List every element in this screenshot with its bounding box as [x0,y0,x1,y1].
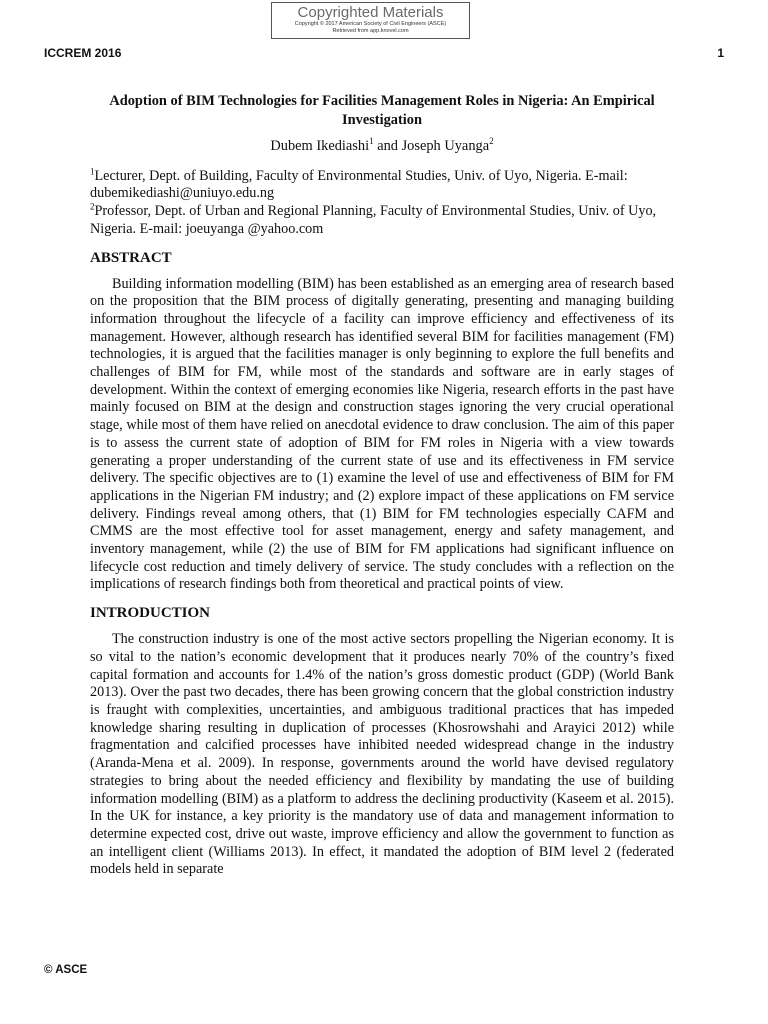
affiliation-1 [90,165,674,203]
introduction-body: The construction industry is one of the most active sectors propelling the Nigerian economy. It is so vital to the nation’s economic development that it produces nearly 70% of the country’s fixed capital formation and accounts for 1.4% of the nation’s gross domestic product (GDP) (World Bank 2013). Over the past two decades, there has been growing concern that the global constriction industry is fraught with complexities, uncertainties, and ambiguous traditional practices that has impeded knowledge sharing resulting in duplication of processes (Khosrowshahi and Arayici 2012) while fragmentation and calcified processes have inhibited needed widespread change in the industry (Aranda-Mena et al. 2009). In response, governments around the world have devised regulatory strategies to bring about the needed efficiency and flexibility by mandating the use of building information modelling (BIM) as a platform to address the declining productivity (Kaseem et al. 2015). In the UK for instance, a key priority is the mandatory use of data and management information to determine expected cost, drive out waste, improve efficiency and allow the government to function as an intelligent client (Williams 2013). In effect, it mandated the adoption of BIM level 2 (federated models held in separate [90,631,674,878]
author-joiner: and [373,138,402,154]
author-name: Dubem Ikediashi [270,138,370,154]
stamp-copyright-line: Copyright © 2017 American Society of Civil Engineers (ASCE) [294,21,447,27]
introduction-heading: INTRODUCTION [90,605,211,622]
affiliation-superscript: 2 [90,201,95,212]
paper-title: Adoption of BIM Technologies for Facilities Management Roles in Nigeria: An Empirical Investigation [109,93,655,128]
copyright-stamp [271,2,470,39]
affiliation-2 [90,203,674,238]
footer-copyright: © ASCE [44,964,88,976]
affiliation-text: Lecturer, Dept. of Building, Faculty of Environmental Studies, Univ. of Uyo, Nigeria. E-mail: dubemikediashi@uniuyo.edu.ng [90,167,628,202]
affiliation-superscript: 1 [90,165,95,176]
author-line [90,138,674,156]
page-number: 1 [717,46,724,60]
author-superscript: 2 [489,136,494,147]
author-superscript: 1 [369,136,374,147]
conference-header: ICCREM 2016 [44,46,122,60]
author-name: Joseph Uyanga [401,138,490,154]
affiliation-text: Professor, Dept. of Urban and Regional Planning, Faculty of Environmental Studies, Univ. of Uyo, Nigeria. E-mail: joeuyanga @yahoo.com [90,203,657,237]
stamp-title: Copyrighted Materials [297,4,444,21]
abstract-heading: ABSTRACT [90,249,172,266]
paper-content [90,92,674,879]
abstract-body: Building information modelling (BIM) has been established as an emerging area of research based on the proposition that the BIM process of digitally generating, presenting and managing building information throughout the lifecycle of a facility can improve efficiency and effectiveness of its management. However, although research has identified several BIM for facilities management (FM) technologies, it is argued that the facilities manager is only beginning to explore the full benefits and challenges of BIM for FM, while most of the standards and software are in early stages of development. Within the context of emerging economies like Nigeria, research efforts in the past have mainly focused on BIM at the design and construction stages ignoring the very crucial operational stage, while most of them have relied on anecdotal evidence to draw conclusion. The aim of this paper is to assess the current state of adoption of BIM for FM roles in Nigeria with a view towards generating a proper understanding of the current state of use and its effectiveness in FM service delivery. The specific objectives are to (1) examine the level of use and effectiveness of BIM for FM applications in the Nigerian FM industry; and (2) explore impact of these applications on FM service delivery. Findings reveal among others, that (1) BIM for FM technologies especially CAFM and CMMS are the most effective tool for asset management, energy and safety management, and inventory management, while (2) the use of BIM for FM applications had significant influence on lifecycle cost reduction and timely delivery of service. The study concludes with a reflection on the implications of research findings both from theoretical and practical points of view. [90,275,674,593]
stamp-retrieved-line: Retrieved from app.knovel.com [332,28,409,34]
